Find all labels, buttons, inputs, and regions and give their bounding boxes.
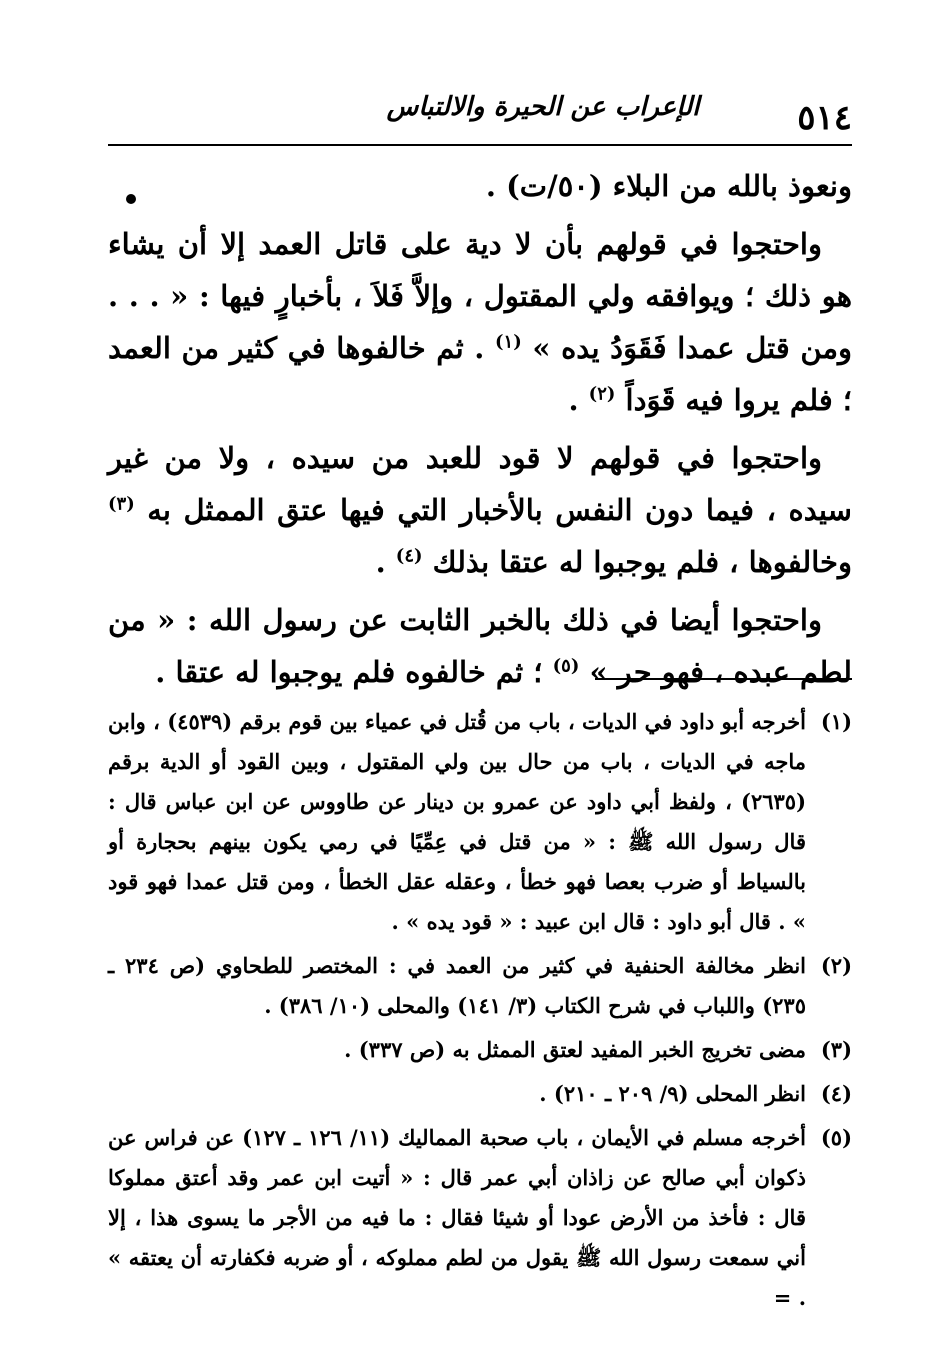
paragraph-text: . xyxy=(375,545,386,579)
paragraph-text: واحتجوا أيضا في ذلك بالخبر الثابت عن رسول الله : « من لطم عبده ، فهو حر » xyxy=(108,603,852,689)
main-text xyxy=(108,160,852,704)
paragraph xyxy=(108,432,852,588)
paragraph-text: وخالفوها ، فلم يوجبوا له عتقا بذلك xyxy=(432,545,852,579)
footnote-number: (٣) xyxy=(820,1037,852,1062)
paragraph-text: ؛ ثم خالفوه فلم يوجبوا له عتقا . xyxy=(155,655,543,689)
footnote-separator xyxy=(595,678,852,680)
footnote-ref: (٣) xyxy=(108,493,135,515)
page-number: ٥١٤ xyxy=(797,98,852,138)
running-title: الإعراب عن الحيرة والالتباس xyxy=(386,92,700,122)
footnote-ref: (٥) xyxy=(552,655,580,677)
footnote xyxy=(108,946,852,1026)
footnote-ref: (١) xyxy=(494,331,522,353)
footnote xyxy=(108,1118,852,1318)
page-header xyxy=(108,88,852,146)
paragraph-text: ونعوذ بالله من البلاء (٥٠/ت) . xyxy=(485,169,852,203)
footnote-number: (١) xyxy=(820,709,852,734)
paragraph xyxy=(108,218,852,426)
footnote-text: أخرجه أبو داود في الديات ، باب من قُتل في عمياء بين قوم برقم (٤٥٣٩) ، وابن ماجه في الديات ، باب من حال بين ولي المقتول ، وبين القود أو الدية برقم (٢٦٣٥) ، ولفظ أبي داود عن عمرو بن دينار عن طاووس عن ابن عباس قال : قال رسول الله ﷺ : « من قتل في عِمِّيًا في رمي يكون بينهم بحجارة أو بالسياط أو ضرب بعصا فهو خطأ ، وعقله عقل الخطأ ، ومن قتل عمدا فهو قود » . قال أبو داود : قال ابن عبيد : « قود يده » . xyxy=(108,709,806,934)
paragraph xyxy=(108,594,852,698)
footnotes xyxy=(108,702,852,1322)
footnote xyxy=(108,1074,852,1114)
footnote-text: انظر مخالفة الحنفية في كثير من العمد في : المختصر للطحاوي (ص ٢٣٤ ـ ٢٣٥) واللباب في شرح الكتاب (٣/ ١٤١) والمحلى (١٠/ ٣٨٦) . xyxy=(108,953,807,1018)
footnote-text: مضى تخريج الخبر المفيد لعتق الممثل به (ص ٣٣٧) . xyxy=(344,1037,806,1062)
footnote xyxy=(108,1030,852,1070)
paragraph-text: واحتجوا في قولهم لا قود للعبد من سيده ، ولا من غير سيده ، فيما دون النفس بالأخبار التي فيها عتق الممثل به xyxy=(108,441,852,527)
paragraph xyxy=(108,160,852,212)
footnote-number: (٥) xyxy=(820,1125,852,1150)
footnote-text: أخرجه مسلم في الأيمان ، باب صحبة المماليك (١١/ ١٢٦ ـ ١٢٧) عن فراس عن ذكوان أبي صالح عن زاذان أبي عمر قال : « أتيت ابن عمر وقد أعتق مملوكا قال : فأخذ من الأرض عودا أو شيئا فقال : ما فيه من الأجر ما يسوى هذا ، إلا أني سمعت رسول الله ﷺ يقول من لطم مملوكه ، أو ضربه فكفارته أن يعتقه » . = xyxy=(108,1125,807,1310)
paragraph-text: . ثم خالفوها في كثير من العمد ؛ فلم يروا فيه قَوَداً xyxy=(108,331,852,417)
footnote-number: (٤) xyxy=(820,1081,852,1106)
footnote xyxy=(108,702,852,942)
footnote-number: (٢) xyxy=(820,953,852,978)
footnote-text: انظر المحلى (٩/ ٢٠٩ ـ ٢١٠) . xyxy=(539,1081,806,1106)
paragraph-text: . xyxy=(568,383,579,417)
paragraph-text: واحتجوا في قولهم بأن لا دية على قاتل العمد إلا أن يشاء هو ذلك ؛ ويوافقه ولي المقتول ، وإلاَّ فَلاَ ، بأخبارٍ فيها : « . . . ومن قتل عمدا فَقَوَدُ يده » xyxy=(108,227,852,365)
footnote-ref: (٢) xyxy=(588,383,616,405)
footnote-ref: (٤) xyxy=(395,545,423,567)
